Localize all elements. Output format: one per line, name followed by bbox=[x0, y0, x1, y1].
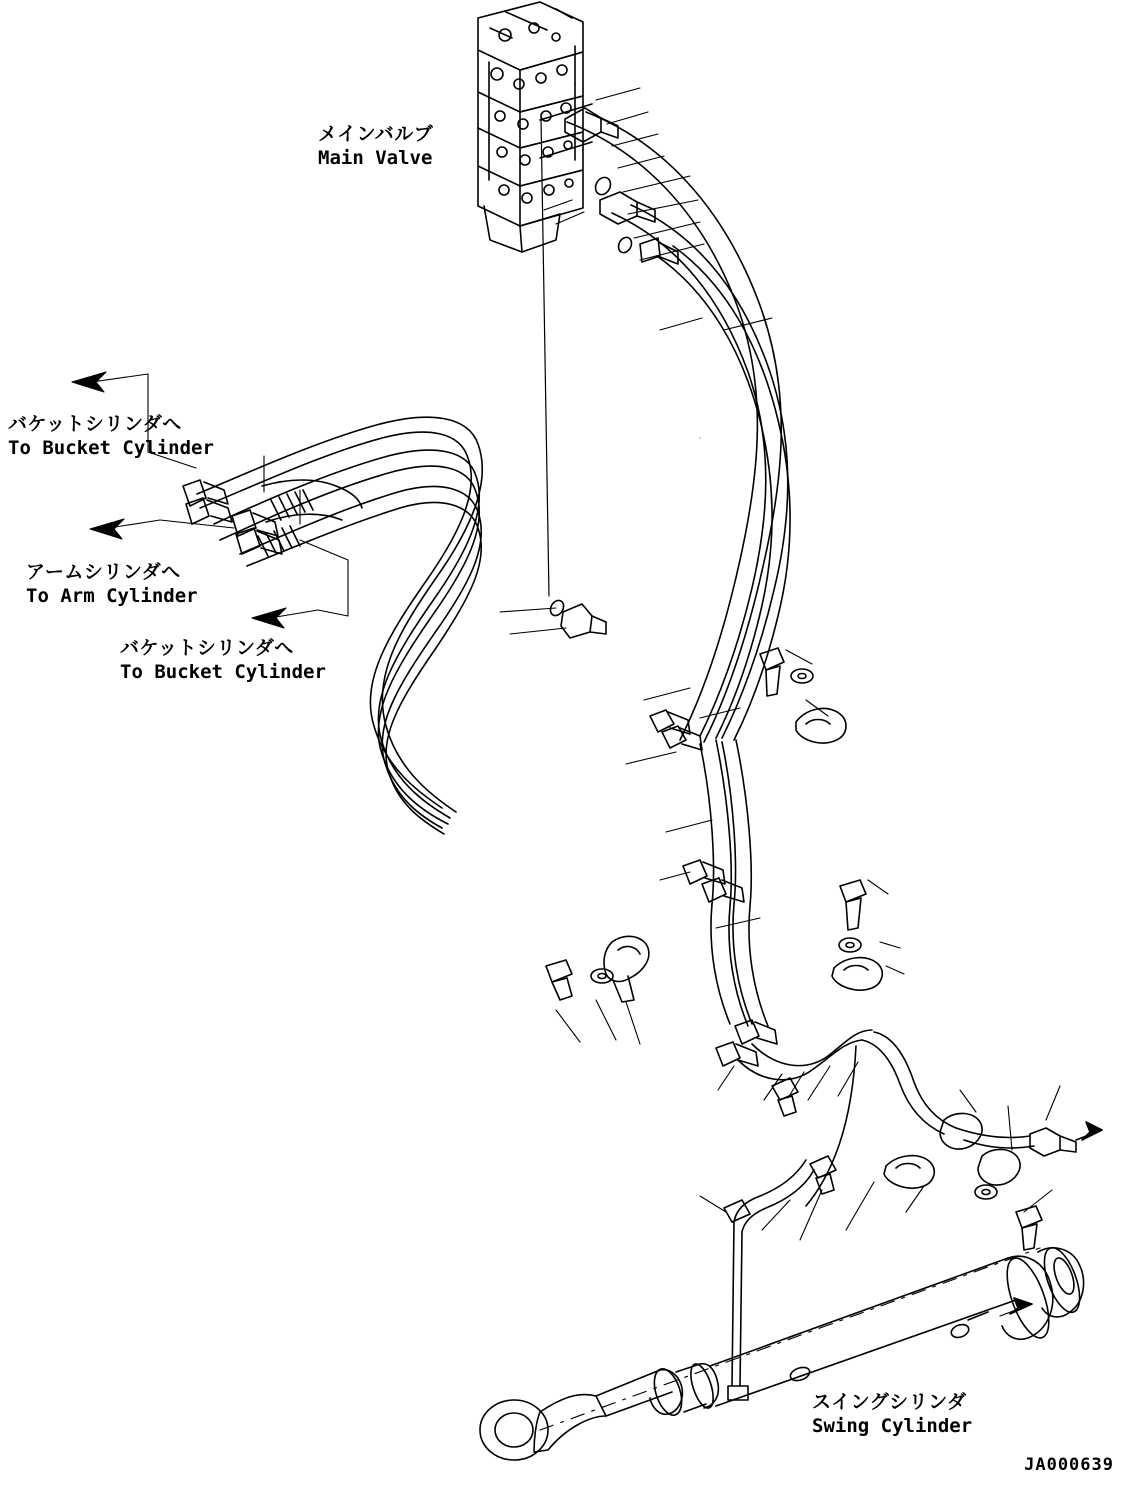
label-main-valve-en: Main Valve bbox=[318, 147, 433, 170]
label-to-arm-cylinder-en: To Arm Cylinder bbox=[26, 585, 198, 608]
label-to-bucket-cylinder-2 bbox=[120, 636, 326, 685]
main-valve-assembly bbox=[478, 2, 592, 252]
label-swing-cylinder bbox=[812, 1390, 972, 1439]
drawing-number: JA000639 bbox=[1024, 1455, 1114, 1475]
lower-hose-routing bbox=[700, 740, 1102, 1400]
label-swing-cylinder-en: Swing Cylinder bbox=[812, 1415, 973, 1438]
label-swing-cylinder-jp: スイングシリンダ bbox=[812, 1391, 967, 1413]
label-to-arm-cylinder bbox=[26, 560, 198, 609]
label-to-bucket-cylinder-1-jp: バケットシリンダへ bbox=[8, 413, 182, 435]
label-to-bucket-cylinder-1 bbox=[8, 412, 214, 461]
label-to-bucket-cylinder-1-en: To Bucket Cylinder bbox=[8, 437, 214, 460]
valve-outlet-fittings bbox=[565, 108, 678, 264]
label-main-valve bbox=[318, 122, 433, 171]
swing-cylinder-assembly bbox=[480, 1243, 1087, 1460]
label-to-bucket-cylinder-2-jp: バケットシリンダへ bbox=[120, 637, 294, 659]
label-to-arm-cylinder-jp: アームシリンダへ bbox=[26, 561, 181, 583]
label-to-bucket-cylinder-2-en: To Bucket Cylinder bbox=[120, 661, 326, 684]
left-hose-bundle bbox=[197, 417, 482, 834]
label-main-valve-jp: メインバルブ bbox=[318, 123, 434, 145]
fastener-parts bbox=[546, 648, 1042, 1250]
center-union-line bbox=[541, 118, 606, 638]
